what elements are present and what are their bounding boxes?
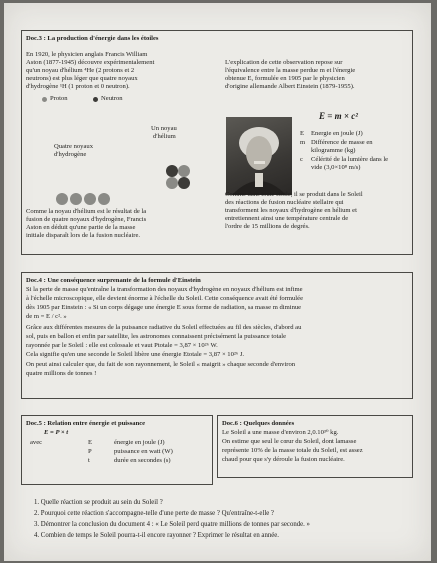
helium-nucleus xyxy=(166,165,190,189)
def-symbol: E xyxy=(300,130,305,137)
doc3-bottom-right-line: des réactions de fusion nucléaire stellaire qui xyxy=(225,199,344,206)
doc6-line: représente 10% de la masse totale du Soleil, est assez xyxy=(222,447,363,454)
hydrogen-nuclei xyxy=(56,193,110,205)
doc3-bottom-left-line: initiale disparaît lors de la fusion nucléaire. xyxy=(26,232,141,239)
doc5-symbol: t xyxy=(88,457,90,464)
doc3-bottom-left-line: fusion de quatre noyaux d'hydrogène, Francis xyxy=(26,216,147,223)
doc5-text: énergie en joule (J) xyxy=(114,439,165,446)
einstein-formula: E = m × c² xyxy=(319,111,358,121)
doc6-line: Le Soleil a une masse d'environ 2,0.10³⁰ kg. xyxy=(222,429,339,436)
doc3-bottom-left-line: Comme la noyau d'hélium est le résultat de la xyxy=(26,208,147,215)
doc5-box xyxy=(21,415,213,485)
def-text: kilogramme (kg) xyxy=(311,147,356,154)
doc5-text: durée en secondes (s) xyxy=(114,457,171,464)
doc4-title: Doc.4 : Une conséquence surprenante de la formule d'Einstein xyxy=(26,277,201,284)
doc4-line: Grâce aux différentes mesures de la puissance radiative du Soleil effectuées au fil des siècles, d'abord au xyxy=(26,324,302,331)
def-text: Célérité de la lumière dans le xyxy=(311,156,389,163)
doc3-right-line: L'explication de cette observation repose sur xyxy=(225,59,343,66)
hydrogen-label: Quatre noyaux xyxy=(54,143,93,150)
question-4: 4. Combien de temps le Soleil pourra-t-il encore rayonner ? Exprimer le résultat en année. xyxy=(34,532,279,539)
doc4-line: à l'échelle microscopique, elle devient énorme à l'échelle du Soleil. Cette conséquence avait été formulée xyxy=(26,295,303,302)
helium-label: d'hélium xyxy=(153,133,176,140)
doc3-intro-line: En 1920, le physicien anglais Francis William xyxy=(26,51,148,58)
doc3-right-line: obtenue E, formulée en 1905 par le physicien xyxy=(225,75,345,82)
question-1: 1. Quelle réaction se produit au sein du Soleil ? xyxy=(34,499,163,506)
doc3-intro-line: qu'un noyau d'hélium ⁴He (2 protons et 2 xyxy=(26,67,135,74)
hydrogen-label: d'hydrogène xyxy=(54,151,87,158)
doc4-line: sol, puis en ballon et enfin par satellite, les astronomes connaissent précisément la puissance totale xyxy=(26,333,287,340)
doc4-line: On peut ainsi calculer que, du fait de son rayonnement, le Soleil « maigrit » chaque seconde d'environ xyxy=(26,361,296,368)
doc4-line: Cela signifie qu'en une seconde le Soleil libère une énergie Etotale = 3,87 × 10²⁶ J. xyxy=(26,351,245,358)
doc5-avec: avec xyxy=(30,439,43,446)
question-2: 2. Pourquoi cette réaction s'accompagne-telle d'une perte de masse ? Qu'entraîne-t-elle ? xyxy=(34,510,274,517)
question-3: 3. Démontrer la conclusion du document 4 : « Le Soleil perd quatre millions de tonnes par seconde. » xyxy=(34,521,310,528)
doc3-right-line: l'équivalence entre la masse perdue m et l'énergie xyxy=(225,67,356,74)
doc3-intro-line: d'hydrogène ¹H (1 proton et 0 neutron). xyxy=(26,83,130,90)
def-symbol: c xyxy=(300,156,303,163)
doc4-box xyxy=(21,272,413,399)
doc3-bottom-right-line: entretiennent ainsi une température centrale de xyxy=(225,215,349,222)
einstein-portrait xyxy=(226,117,292,195)
doc6-line: chaud pour que s'y déroule la fusion nucléaire. xyxy=(222,456,345,463)
doc3-right-line: d'origine allemande Albert Einstein (1879-1955). xyxy=(225,83,355,90)
doc5-symbol: E xyxy=(88,439,93,446)
doc4-line: dès 1905 par Einstein : « Si un corps dégage une énergie E sous forme de radiation, sa masse m diminue xyxy=(26,304,302,311)
doc4-line: quatre millions de tonnes ! xyxy=(26,370,97,377)
doc4-line: rayonnée par le Soleil : elle est colossale et vaut Ptotale = 3,87 × 10²⁶ W. xyxy=(26,342,218,349)
doc5-symbol: P xyxy=(88,448,92,455)
doc3-bottom-right-line: Comme dans toute étoile, il se produit dans le Soleil xyxy=(225,191,363,198)
doc5-formula: E = P × t xyxy=(44,429,69,436)
helium-label: Un noyau xyxy=(151,125,177,132)
proton-legend-dot xyxy=(42,97,47,102)
doc3-intro-line: neutrons) est plus léger que quatre noyaux xyxy=(26,75,138,82)
doc3-box xyxy=(21,30,413,255)
doc3-bottom-left-line: Aston en déduit qu'une partie de la masse xyxy=(26,224,136,231)
def-symbol: m xyxy=(300,139,306,146)
worksheet-page xyxy=(4,3,431,561)
doc3-bottom-right-line: transforment les noyaux d'hydrogène en hélium et xyxy=(225,207,357,214)
neutron-legend-label: Neutron xyxy=(101,95,123,102)
def-text: Différence de masse en xyxy=(311,139,373,146)
doc3-title: Doc.3 : La production d'énergie dans les étoiles xyxy=(26,35,159,42)
doc3-intro-line: Aston (1877-1945) découvre expérimentalement xyxy=(26,59,155,66)
fusion-diagram xyxy=(42,139,212,215)
doc6-box xyxy=(217,415,413,478)
doc3-bottom-right-line: l'ordre de 15 millions de degrés. xyxy=(225,223,310,230)
doc5-text: puissance en watt (W) xyxy=(114,448,173,455)
doc4-line: de m = E / c². » xyxy=(26,313,67,320)
proton-legend-label: Proton xyxy=(50,95,68,102)
doc4-line: Si la perte de masse qu'entraîne la transformation des noyaux d'hydrogène en noyaux d'hélium est infime xyxy=(26,286,303,293)
doc6-line: On estime que seul le cœur du Soleil, dont lamasse xyxy=(222,438,357,445)
neutron-legend-dot xyxy=(93,97,98,102)
einstein-portrait-drawing xyxy=(226,117,292,195)
def-text: vide (3,0×10⁸ m/s) xyxy=(311,164,361,171)
doc6-title: Doc.6 : Quelques données xyxy=(222,420,295,427)
doc5-title: Doc.5 : Relation entre énergie et puissance xyxy=(26,420,146,427)
def-text: Energie en joule (J) xyxy=(311,130,363,137)
